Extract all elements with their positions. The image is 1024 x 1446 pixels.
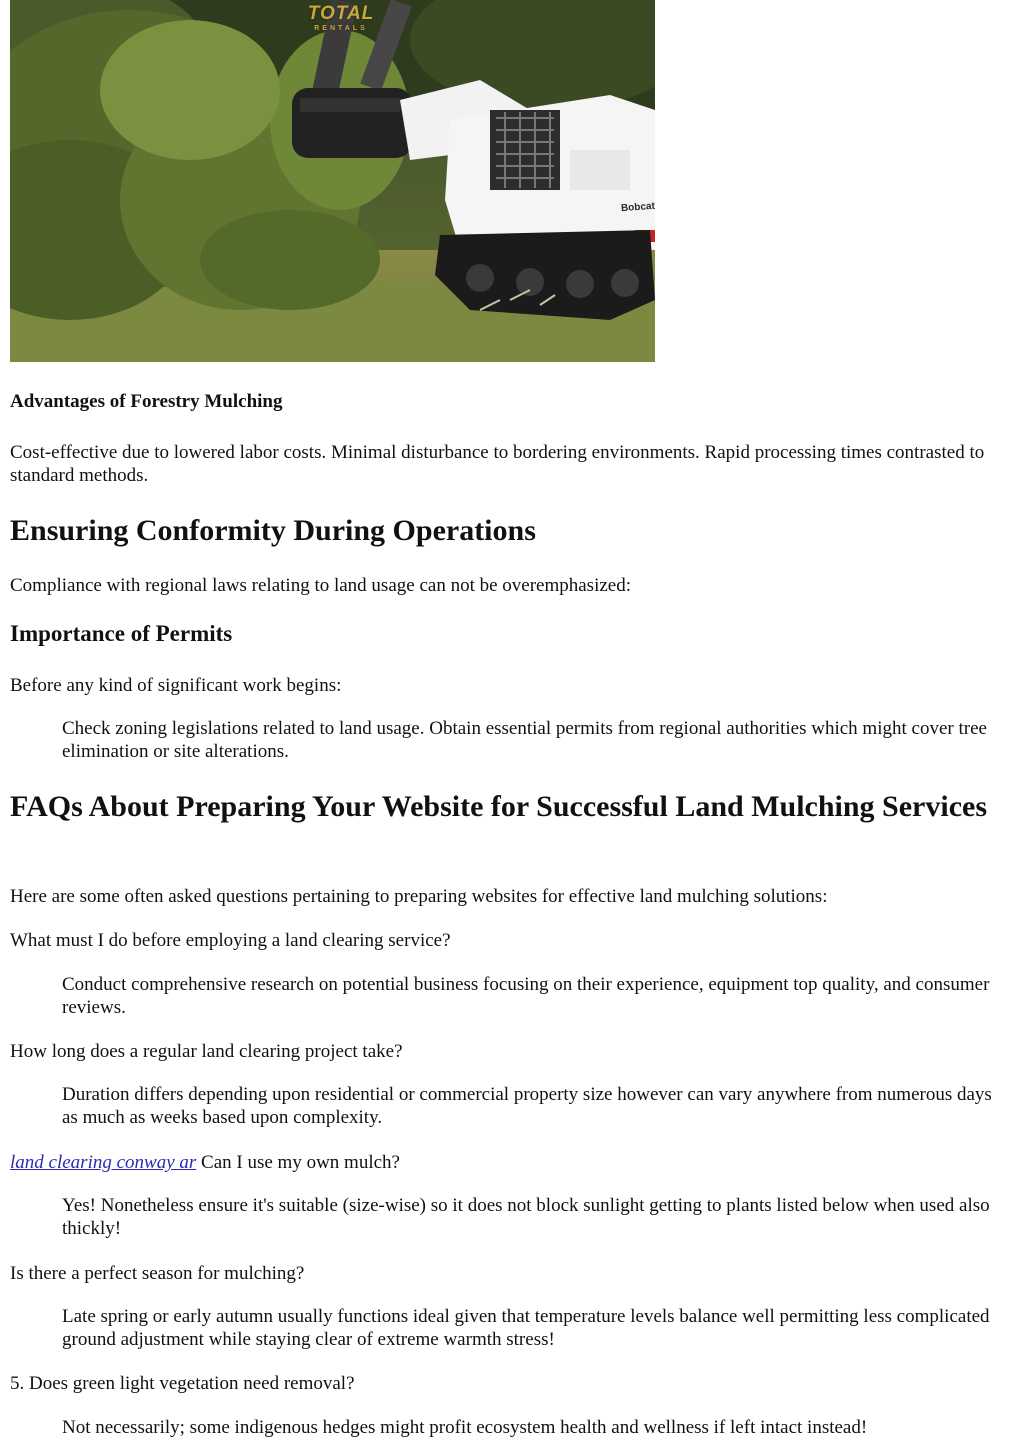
conformity-intro: Compliance with regional laws relating to land usage can not be overemphasized: — [10, 575, 631, 596]
permits-detail: Check zoning legislations related to land usage. Obtain essential permits from regional authorities which might cover tree elimination or site alterations. — [62, 718, 987, 762]
hero-photo — [10, 0, 655, 362]
conformity-heading: Ensuring Conformity During Operations — [10, 514, 536, 547]
permits-intro: Before any kind of significant work begins: — [10, 675, 342, 696]
faq-answer: Not necessarily; some indigenous hedges might profit ecosystem health and wellness if left intact instead! — [62, 1417, 868, 1438]
faq-answer: Yes! Nonetheless ensure it's suitable (size-wise) so it does not block sunlight getting to plants listed below when used also thickly! — [62, 1195, 990, 1239]
logo-line-2: RENTALS — [314, 25, 368, 32]
faq-answer: Late spring or early autumn usually functions ideal given that temperature levels balance well permitting less complicated ground adjustment while staying clear of extreme warmth stress! — [62, 1306, 990, 1350]
faq-question: 5. Does green light vegetation need removal? — [10, 1373, 355, 1394]
article — [10, 0, 1010, 1438]
advantages-paragraph: Cost-effective due to lowered labor costs. Minimal disturbance to bordering environments. Rapid processing times contrasted to standard methods. — [10, 442, 985, 486]
faqs-heading: FAQs About Preparing Your Website for Successful Land Mulching Services — [10, 790, 988, 823]
faq-question: Is there a perfect season for mulching? — [10, 1263, 305, 1284]
faq-answer: Duration differs depending upon residential or commercial property size however can vary anywhere from numerous days as much as weeks based upon complexity. — [62, 1084, 992, 1128]
watermark-logo — [298, 4, 384, 32]
logo-line-1: TOTAL — [307, 3, 375, 24]
faq-question: What must I do before employing a land clearing service? — [10, 930, 451, 951]
faq-question-text: Can I use my own mulch? — [201, 1152, 400, 1173]
faq-answer: Conduct comprehensive research on potential business focusing on their experience, equipment top quality, and consumer reviews. — [62, 974, 990, 1018]
machine-brand-label: Bobcat — [620, 200, 655, 215]
advantages-heading: Advantages of Forestry Mulching — [10, 391, 283, 412]
faqs-intro: Here are some often asked questions pertaining to preparing websites for effective land mulching solutions: — [10, 886, 828, 907]
faq-question: How long does a regular land clearing project take? — [10, 1041, 403, 1062]
permits-heading: Importance of Permits — [10, 621, 233, 646]
forestry-mulcher-illustration — [10, 0, 655, 362]
land-clearing-link[interactable]: land clearing conway ar — [10, 1152, 197, 1173]
faq-question-with-link — [10, 1151, 995, 1174]
